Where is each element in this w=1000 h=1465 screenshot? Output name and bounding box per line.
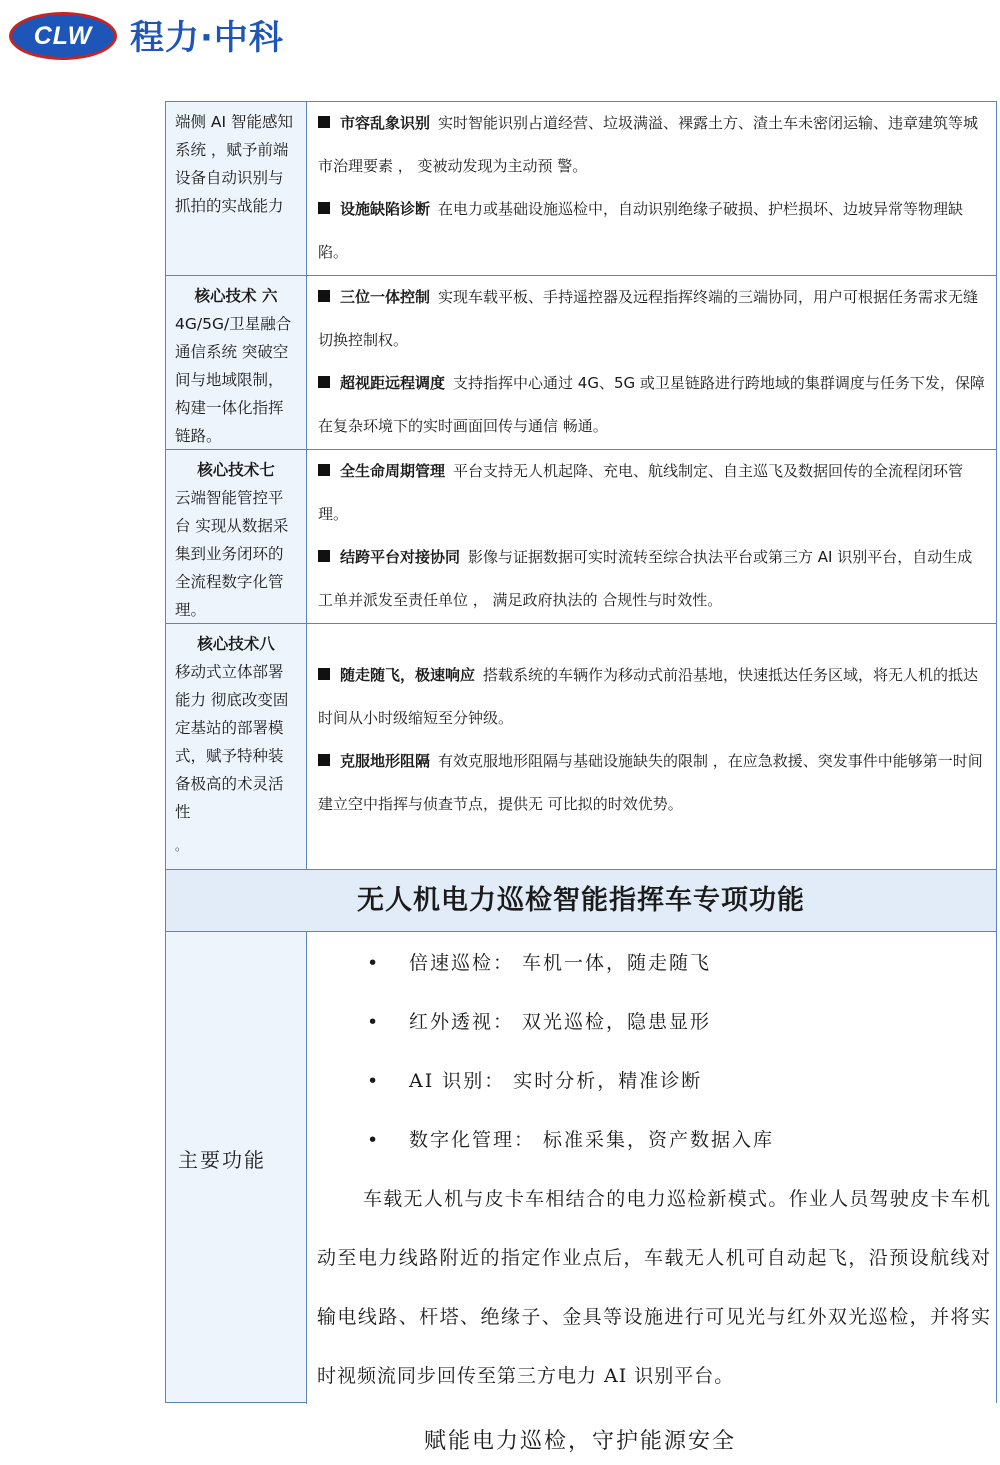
row-content-cell — [307, 450, 996, 623]
section-title: 无人机电力巡检智能指挥车专项功能 — [166, 870, 996, 932]
feature-name: 超视距远程调度 — [340, 374, 446, 392]
bullet-dot-icon: • — [367, 1011, 381, 1033]
feature-text: 搭载系统的车辆作为移动式前沿基地，快速抵达任务区域，将无人机的抵达时间从小时级缩短至分钟级。 — [318, 666, 979, 727]
row-label-cell — [166, 276, 307, 449]
square-bullet-icon — [318, 464, 330, 476]
footer-slogan: 赋能电力巡检，守护能源安全 — [423, 1429, 736, 1454]
feature-item — [318, 276, 986, 362]
description-paragraph: 车载无人机与皮卡车相结合的电力巡检新模式。作业人员驾驶皮卡车机动至电力线路附近的指定作业点后，车载无人机可自动起飞，沿预设航线对输电线路、杆塔、绝缘子、金具等设施进行可见光与红外双光巡检，并将实时视频流同步回传至第三方电力 AI 识别平台。 — [317, 1188, 991, 1387]
feature-item — [318, 536, 986, 622]
square-bullet-icon — [318, 376, 330, 388]
list-item — [367, 1007, 711, 1034]
list-item-text: 红外透视： 双光巡检，隐患显形 — [409, 1011, 712, 1033]
bullet-dot-icon: • — [367, 1070, 381, 1092]
feature-item — [318, 188, 986, 274]
square-bullet-icon — [318, 290, 330, 302]
row-label-cell — [166, 102, 307, 275]
feature-text: 实时智能识别占道经营、垃圾满溢、裸露土方、渣土车未密闭运输、违章建筑等城市治理要素 ， 变被动发现为主动预 警。 — [318, 114, 979, 175]
tech-title: 核心技术八 — [197, 635, 275, 653]
table-row — [166, 102, 996, 276]
tech-title: 核心技术 六 — [194, 287, 278, 305]
square-bullet-icon — [318, 754, 330, 766]
row-content-cell — [307, 102, 996, 275]
list-item-text: 倍速巡检： 车机一体，随走随飞 — [409, 952, 712, 974]
spec-table — [165, 101, 997, 1403]
list-item — [367, 1125, 774, 1152]
company-logo — [9, 12, 117, 60]
main-label-cell — [166, 932, 307, 1404]
table-row — [166, 624, 996, 870]
feature-name: 全生命周期管理 — [340, 462, 446, 480]
main-label: 主要功能 — [178, 1148, 266, 1172]
feature-item — [318, 654, 986, 740]
feature-item — [318, 740, 986, 826]
feature-name: 三位一体控制 — [340, 288, 431, 306]
row-description: 移动式立体部署能力 彻底改变固定基站的部署模式，赋予特种装备极高的术灵活性 — [175, 663, 289, 821]
main-function-row — [166, 932, 996, 1404]
row-description: 云端智能管控平台 实现从数据采集到业务闭环的全流程数字化管理。 — [175, 489, 289, 619]
feature-text: 影像与证据数据可实时流转至综合执法平台或第三方 AI 识别平台，自动生成工单并派发至责任单位 ， 满足政府执法的 合规性与时效性。 — [318, 548, 973, 609]
list-item — [367, 1066, 702, 1093]
square-bullet-icon — [318, 668, 330, 680]
feature-item — [318, 362, 986, 448]
table-row — [166, 450, 996, 624]
square-bullet-icon — [318, 116, 330, 128]
feature-item — [318, 102, 986, 188]
row-content-cell — [307, 624, 996, 869]
feature-item — [318, 450, 986, 536]
feature-name: 随走随飞，极速响应 — [340, 666, 476, 684]
feature-text: 在电力或基础设施巡检中，自动识别绝缘子破损、护栏损坏、边坡异常等物理缺陷。 — [318, 200, 964, 261]
feature-text: 实现车载平板、手持遥控器及远程指挥终端的三端协同，用户可根据任务需求无缝切换控制权。 — [318, 288, 979, 349]
row-label-cell — [166, 450, 307, 623]
square-bullet-icon — [318, 550, 330, 562]
feature-name: 设施缺陷诊断 — [340, 200, 431, 218]
feature-text: 支持指挥中心通过 4G、5G 或卫星链路进行跨地域的集群调度与任务下发，保障在复杂环境下的实时画面回传与通信 畅通。 — [318, 374, 985, 435]
feature-name: 市容乱象识别 — [340, 114, 431, 132]
trailing-mark: 。 — [175, 839, 188, 853]
row-description: 端侧 AI 智能感知系统 ，赋予前端设备自动识别与抓拍的实战能力 — [175, 113, 294, 215]
row-content-cell — [307, 276, 996, 449]
feature-text: 平台支持无人机起降、充电、航线制定、自主巡飞及数据回传的全流程闭环管理。 — [318, 462, 964, 523]
list-item-text: 数字化管理： 标准采集，资产数据入库 — [409, 1129, 775, 1151]
list-item-text: AI 识别： 实时分析，精准诊断 — [409, 1070, 703, 1092]
bullet-dot-icon: • — [367, 1129, 381, 1151]
tech-title: 核心技术七 — [197, 461, 275, 479]
square-bullet-icon — [318, 202, 330, 214]
row-label-cell — [166, 624, 307, 869]
row-description: 4G/5G/卫星融合通信系统 突破空间与地域限制，构建一体化指挥链路。 — [175, 315, 292, 445]
table-row — [166, 276, 996, 450]
page-header — [0, 0, 1000, 90]
list-item — [367, 948, 711, 975]
company-name: 程力·中科 — [130, 18, 284, 58]
main-content-cell — [307, 932, 996, 1404]
bullet-dot-icon: • — [367, 952, 381, 974]
feature-name: 结跨平台对接协同 — [340, 548, 461, 566]
logo-text: CLW — [33, 21, 93, 50]
feature-text: 有效克服地形阻隔与基础设施缺失的限制 ，在应急救援、突发事件中能够第一时间建立空中指挥与侦查节点，提供无 可比拟的时效优势。 — [318, 752, 983, 813]
feature-name: 克服地形阻隔 — [340, 752, 431, 770]
